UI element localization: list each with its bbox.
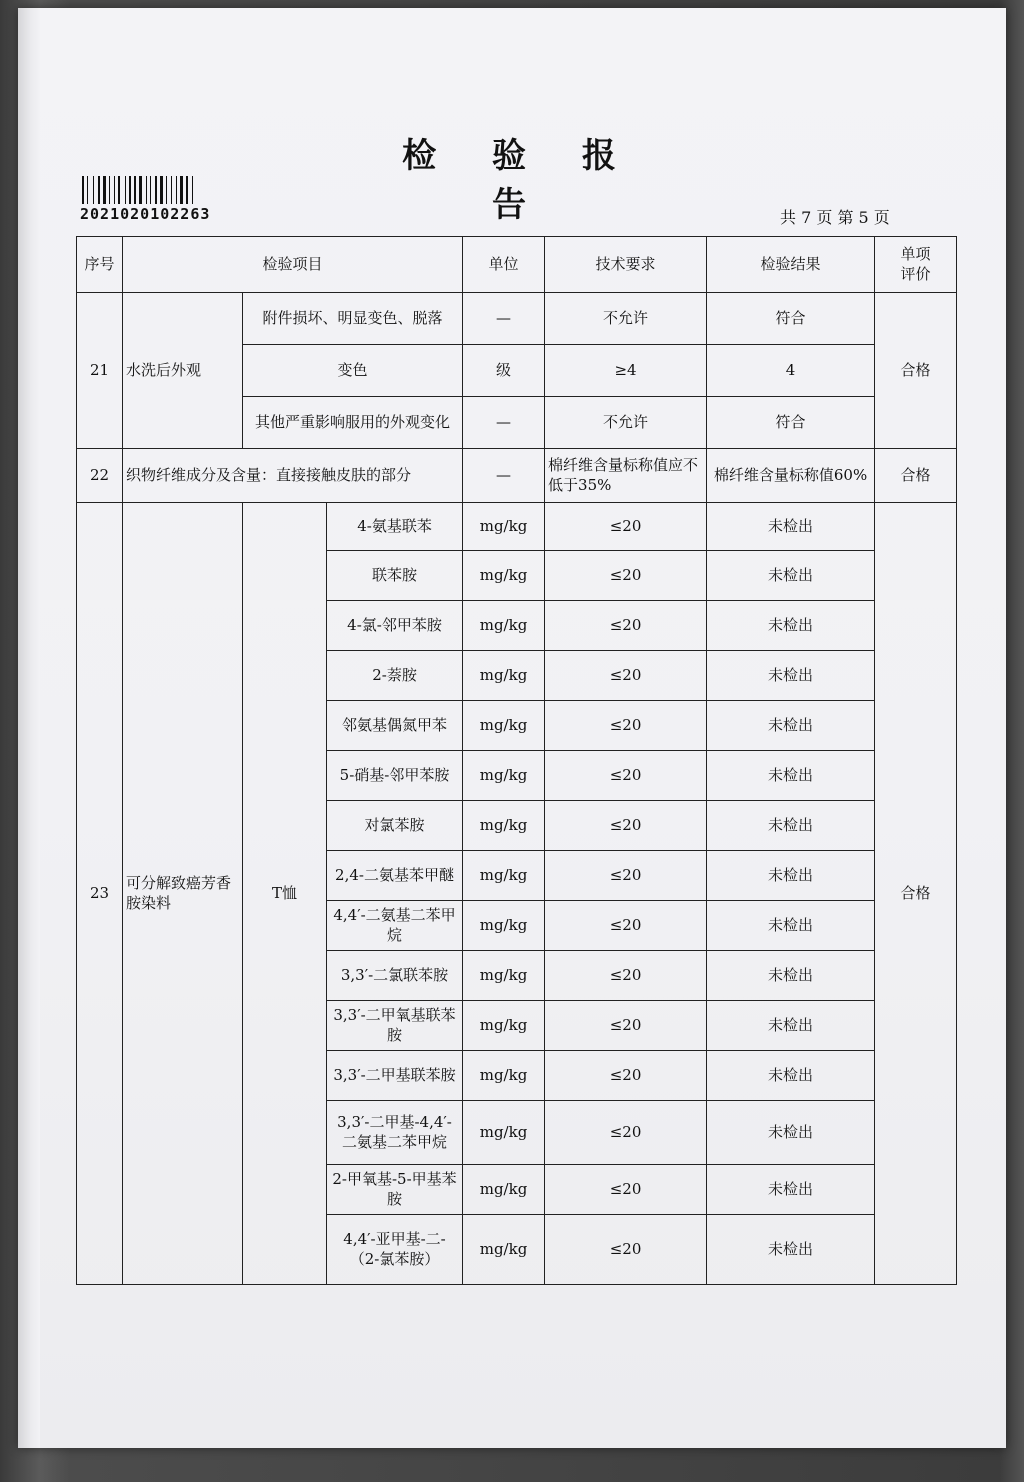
barcode-bar bbox=[87, 176, 88, 204]
unit-cell: mg/kg bbox=[463, 551, 545, 601]
item-name: 可分解致癌芳香胺染料 bbox=[123, 503, 243, 1285]
evaluation-cell: 合格 bbox=[875, 293, 957, 449]
sub-item-name: 4,4′-二氨基二苯甲烷 bbox=[327, 901, 463, 951]
item-name: 织物纤维成分及含量：直接接触皮肤的部分 bbox=[123, 449, 463, 503]
barcode-bar bbox=[98, 176, 100, 204]
barcode-bar bbox=[139, 176, 142, 204]
red-seal-stamp bbox=[976, 790, 1016, 990]
barcode-bar bbox=[116, 176, 117, 204]
unit-cell: — bbox=[463, 397, 545, 449]
unit-cell: mg/kg bbox=[463, 1215, 545, 1285]
barcode-bar bbox=[150, 176, 151, 204]
barcode-bar bbox=[184, 176, 185, 204]
barcode-bar bbox=[189, 176, 191, 204]
unit-cell: mg/kg bbox=[463, 1101, 545, 1165]
table-header-row bbox=[77, 237, 957, 293]
result-cell: 未检出 bbox=[707, 1051, 875, 1101]
header-evaluation: 单项 评价 bbox=[875, 237, 957, 293]
unit-cell: — bbox=[463, 449, 545, 503]
barcode-bar bbox=[101, 176, 102, 204]
unit-cell: mg/kg bbox=[463, 751, 545, 801]
result-cell: 符合 bbox=[707, 397, 875, 449]
barcode-bar bbox=[127, 176, 128, 204]
page-title: 检 验 报 告 bbox=[402, 136, 638, 225]
barcode-bar bbox=[173, 176, 175, 204]
unit-cell: mg/kg bbox=[463, 701, 545, 751]
item-name: 水洗后外观 bbox=[123, 293, 243, 449]
requirement-cell: ≤20 bbox=[545, 601, 707, 651]
row-number: 21 bbox=[77, 293, 123, 449]
barcode-bar bbox=[168, 176, 170, 204]
result-cell: 棉纤维含量标称值60% bbox=[707, 449, 875, 503]
sub-item-name: 3,3′-二氯联苯胺 bbox=[327, 951, 463, 1001]
barcode-bar bbox=[95, 176, 97, 204]
requirement-cell: ≤20 bbox=[545, 1215, 707, 1285]
requirement-cell: ≤20 bbox=[545, 651, 707, 701]
barcode-bar bbox=[192, 176, 193, 204]
header-requirement: 技术要求 bbox=[545, 237, 707, 293]
sub-item-name: 3,3′-二甲基联苯胺 bbox=[327, 1051, 463, 1101]
barcode-bar bbox=[160, 176, 163, 204]
sub-item-name: 2-甲氧基-5-甲基苯胺 bbox=[327, 1165, 463, 1215]
requirement-cell: ≤20 bbox=[545, 751, 707, 801]
sub-item-name: 变色 bbox=[243, 345, 463, 397]
unit-cell: — bbox=[463, 293, 545, 345]
barcode-bar bbox=[114, 176, 115, 204]
result-cell: 未检出 bbox=[707, 951, 875, 1001]
requirement-cell: ≤20 bbox=[545, 801, 707, 851]
result-cell: 未检出 bbox=[707, 503, 875, 551]
sub-item-name: 4,4′-亚甲基-二-（2-氯苯胺） bbox=[327, 1215, 463, 1285]
barcode-bar bbox=[89, 176, 92, 204]
evaluation-cell: 合格 bbox=[875, 449, 957, 503]
unit-cell: mg/kg bbox=[463, 1051, 545, 1101]
barcode-bar bbox=[176, 176, 177, 204]
requirement-cell: 不允许 bbox=[545, 397, 707, 449]
table-row bbox=[77, 293, 957, 345]
barcode-bar bbox=[109, 176, 110, 204]
result-cell: 未检出 bbox=[707, 1215, 875, 1285]
sub-item-name: 对氯苯胺 bbox=[327, 801, 463, 851]
requirement-cell: ≤20 bbox=[545, 503, 707, 551]
sub-item-name: 2-萘胺 bbox=[327, 651, 463, 701]
result-cell: 未检出 bbox=[707, 801, 875, 851]
header-no: 序号 bbox=[77, 237, 123, 293]
result-cell: 未检出 bbox=[707, 551, 875, 601]
header-unit: 单位 bbox=[463, 237, 545, 293]
sub-item-name: 联苯胺 bbox=[327, 551, 463, 601]
unit-cell: mg/kg bbox=[463, 951, 545, 1001]
sub-item-name: 5-硝基-邻甲苯胺 bbox=[327, 751, 463, 801]
barcode-bar bbox=[132, 176, 133, 204]
barcode-bar bbox=[178, 176, 179, 204]
requirement-cell: ≥4 bbox=[545, 345, 707, 397]
requirement-cell: ≤20 bbox=[545, 1101, 707, 1165]
unit-cell: mg/kg bbox=[463, 601, 545, 651]
barcode-bar bbox=[166, 176, 167, 204]
inspection-table bbox=[76, 236, 957, 1285]
requirement-cell: ≤20 bbox=[545, 951, 707, 1001]
requirement-cell: ≤20 bbox=[545, 1165, 707, 1215]
result-cell: 符合 bbox=[707, 293, 875, 345]
sub-item-name: 4-氯-邻甲苯胺 bbox=[327, 601, 463, 651]
sub-item-name: 2,4-二氨基苯甲醚 bbox=[327, 851, 463, 901]
barcode-bar bbox=[82, 176, 84, 204]
table-row bbox=[77, 449, 957, 503]
sub-item-name: 邻氨基偶氮甲苯 bbox=[327, 701, 463, 751]
row-number: 22 bbox=[77, 449, 123, 503]
requirement-cell: ≤20 bbox=[545, 701, 707, 751]
table-row bbox=[77, 503, 957, 551]
result-cell: 未检出 bbox=[707, 1101, 875, 1165]
requirement-cell: 不允许 bbox=[545, 293, 707, 345]
barcode-bar bbox=[125, 176, 126, 204]
sub-item-name: 4-氨基联苯 bbox=[327, 503, 463, 551]
result-cell: 未检出 bbox=[707, 901, 875, 951]
result-cell: 未检出 bbox=[707, 1001, 875, 1051]
unit-cell: mg/kg bbox=[463, 901, 545, 951]
result-cell: 未检出 bbox=[707, 651, 875, 701]
result-cell: 未检出 bbox=[707, 701, 875, 751]
report-number: 2021020102263 bbox=[80, 205, 211, 223]
barcode-bar bbox=[118, 176, 120, 204]
sub-item-name: 3,3′-二甲氧基联苯胺 bbox=[327, 1001, 463, 1051]
sub-item-name: 附件损坏、明显变色、脱落 bbox=[243, 293, 463, 345]
header-item: 检验项目 bbox=[123, 237, 463, 293]
barcode-bar bbox=[111, 176, 113, 204]
unit-cell: mg/kg bbox=[463, 1165, 545, 1215]
barcode-bar bbox=[85, 176, 86, 204]
barcode-bar bbox=[180, 176, 183, 204]
barcode-bar bbox=[103, 176, 106, 204]
row-number: 23 bbox=[77, 503, 123, 1285]
barcode-bar bbox=[146, 176, 147, 204]
requirement-cell: ≤20 bbox=[545, 551, 707, 601]
unit-cell: mg/kg bbox=[463, 1001, 545, 1051]
unit-cell: 级 bbox=[463, 345, 545, 397]
sub-item-name: 3,3′-二甲基-4,4′-二氨基二苯甲烷 bbox=[327, 1101, 463, 1165]
barcode-image bbox=[82, 176, 242, 204]
barcode-bar bbox=[152, 176, 154, 204]
barcode-bar bbox=[194, 176, 195, 204]
barcode-bar bbox=[158, 176, 159, 204]
barcode-bar bbox=[171, 176, 172, 204]
unit-cell: mg/kg bbox=[463, 651, 545, 701]
requirement-cell: ≤20 bbox=[545, 851, 707, 901]
result-cell: 未检出 bbox=[707, 751, 875, 801]
barcode-bar bbox=[134, 176, 136, 204]
header-result: 检验结果 bbox=[707, 237, 875, 293]
barcode-bar bbox=[137, 176, 138, 204]
barcode-bar bbox=[186, 176, 188, 204]
evaluation-cell: 合格 bbox=[875, 503, 957, 1285]
barcode-bar bbox=[93, 176, 94, 204]
barcode-bar bbox=[164, 176, 165, 204]
barcode-bar bbox=[129, 176, 131, 204]
requirement-cell: ≤20 bbox=[545, 1001, 707, 1051]
barcode-bar bbox=[155, 176, 157, 204]
barcode-bar bbox=[121, 176, 124, 204]
requirement-cell: 棉纤维含量标称值应不低于35% bbox=[545, 449, 707, 503]
result-cell: 4 bbox=[707, 345, 875, 397]
page-fold-shadow bbox=[18, 8, 40, 1448]
sub-item-name: 其他严重影响服用的外观变化 bbox=[243, 397, 463, 449]
unit-cell: mg/kg bbox=[463, 851, 545, 901]
barcode-bar bbox=[148, 176, 149, 204]
unit-cell: mg/kg bbox=[463, 801, 545, 851]
sample-name: T恤 bbox=[243, 503, 327, 1285]
result-cell: 未检出 bbox=[707, 1165, 875, 1215]
unit-cell: mg/kg bbox=[463, 503, 545, 551]
barcode-bar bbox=[107, 176, 108, 204]
result-cell: 未检出 bbox=[707, 851, 875, 901]
requirement-cell: ≤20 bbox=[545, 901, 707, 951]
result-cell: 未检出 bbox=[707, 601, 875, 651]
barcode-bar bbox=[143, 176, 145, 204]
page-indicator: 共 7 页 第 5 页 bbox=[780, 208, 890, 227]
requirement-cell: ≤20 bbox=[545, 1051, 707, 1101]
